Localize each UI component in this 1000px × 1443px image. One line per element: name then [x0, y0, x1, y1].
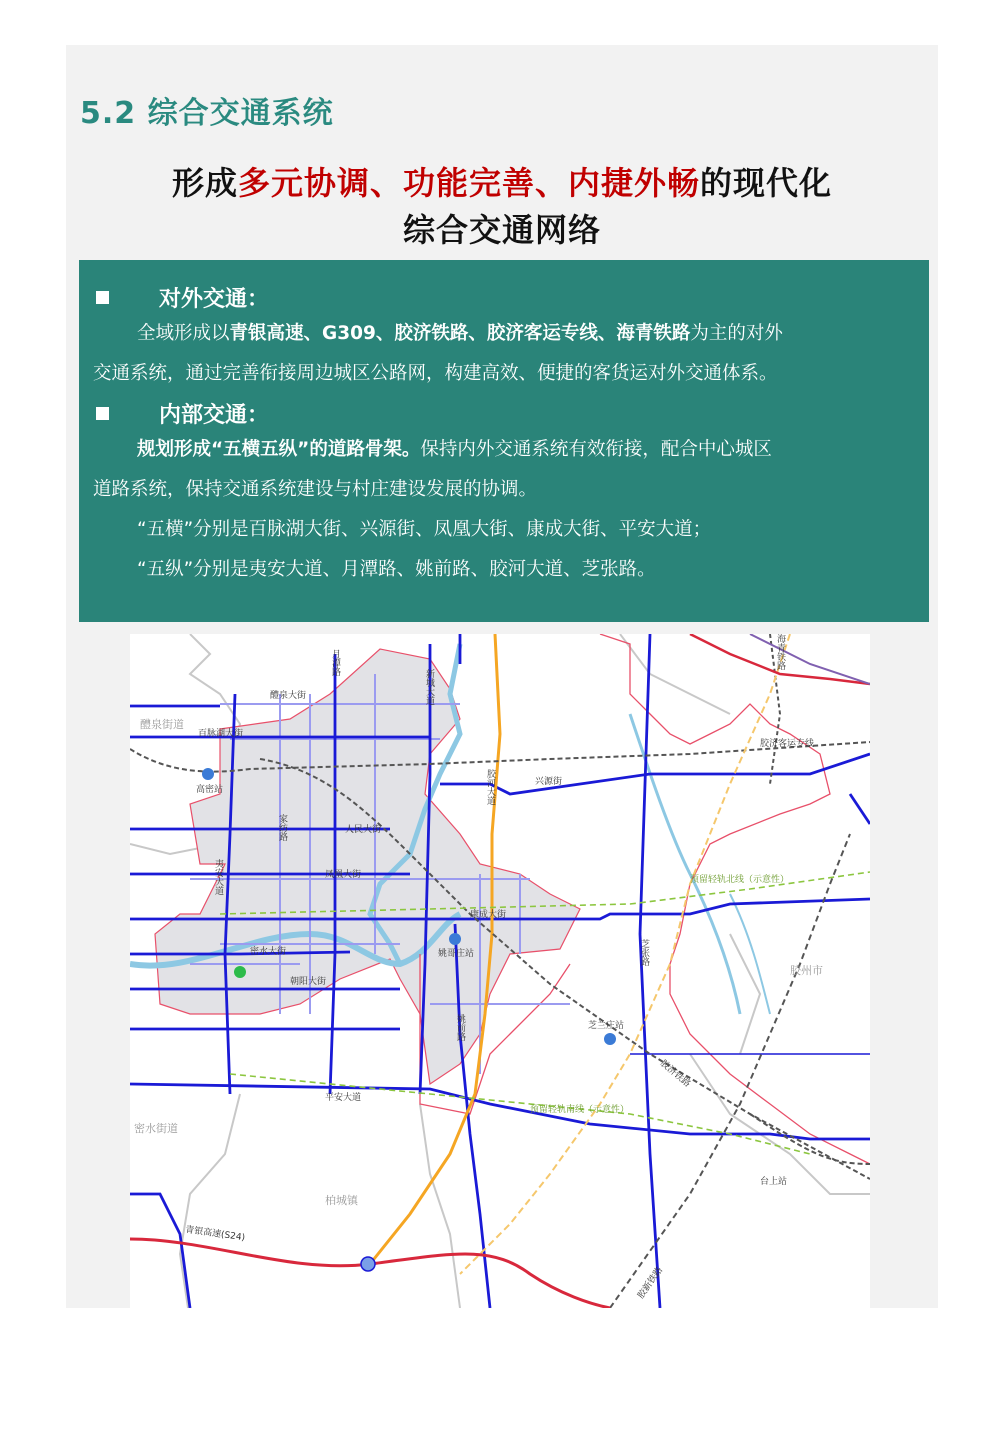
label-suquan-jiedao: 醴泉街道	[140, 718, 184, 731]
external-text-bold: 青银高速、G309、胶济铁路、胶济客运专线、海青铁路	[229, 323, 691, 344]
internal-text-post: 保持内外交通系统有效衔接，配合中心城区	[420, 439, 772, 460]
label-xingyuan: 兴源街	[535, 777, 563, 787]
internal-heading-text: 内部交通：	[159, 402, 270, 428]
label-baimaihu: 百脉湖大街	[198, 729, 244, 739]
five-horizontal-line: “五横”分别是百脉湖大街、兴源街、凤凰大街、康成大街、平安大道；	[137, 519, 712, 540]
label-chaoyang: 朝阳大街	[290, 977, 327, 987]
main-road-zhizhang	[640, 634, 660, 1308]
grey-boundary-4	[420, 1104, 460, 1308]
headline-line-1	[66, 158, 938, 204]
interchange-icon	[361, 1257, 375, 1271]
station-zhilanzhuang-icon	[604, 1033, 616, 1045]
main-road-pingan	[130, 1084, 870, 1139]
headline-post: 的现代化	[700, 164, 833, 202]
station-yaozhuang-icon	[449, 933, 461, 945]
label-jiaohe: 胶河大道	[485, 769, 495, 805]
label-jiaoji-passenger: 胶济客运专线	[760, 739, 815, 749]
label-jiaoxin-rail: 胶新铁路	[636, 1265, 666, 1301]
label-jiaoji-rail: 胶济铁路	[658, 1058, 693, 1090]
label-qingyin: 青银高速(S24)	[184, 1225, 246, 1244]
internal-paragraph-line-2: 道路系统，保持交通系统建设与村庄建设发展的协调。	[93, 479, 538, 500]
internal-heading	[93, 396, 915, 430]
external-heading	[93, 280, 915, 314]
headline-highlight: 多元协调、功能完善、内捷外畅	[237, 164, 700, 202]
station-gaomi-icon	[202, 768, 214, 780]
label-haiqing: 海青铁路	[775, 634, 785, 670]
external-text-pre: 全域形成以	[137, 323, 230, 344]
label-yaozhuang-station: 姚哥庄站	[438, 949, 475, 959]
label-fenghuang: 凤凰大街	[325, 870, 362, 880]
highway-qingyin	[130, 1239, 610, 1308]
external-heading-text: 对外交通：	[159, 286, 270, 312]
label-mishui-jiedao: 密水街道	[134, 1122, 178, 1135]
external-paragraph-line-1	[93, 314, 915, 354]
label-yuetan: 月潭路	[330, 649, 340, 676]
label-gaomi-station: 高密站	[196, 785, 224, 795]
label-light-rail-south: 预留轻轨南线（示意性）	[530, 1105, 630, 1115]
label-zhizhang: 芝张路	[639, 939, 649, 966]
external-text-post: 为主的对外	[690, 323, 783, 344]
bullet-square-icon	[96, 407, 109, 420]
label-taishang-station: 台上站	[760, 1177, 788, 1187]
label-jiafang: 家纺路	[277, 814, 287, 841]
label-pingan: 平安大道	[325, 1093, 362, 1103]
main-road	[850, 794, 870, 824]
label-jiaozhou: 胶州市	[790, 964, 823, 977]
internal-paragraph-line-1	[93, 430, 915, 470]
label-yian: 夷安大道	[213, 859, 223, 895]
five-vertical-line: “五纵”分别是夷安大道、月潭路、姚前路、胶河大道、芝张路。	[137, 559, 656, 580]
bullet-square-icon	[96, 291, 109, 304]
main-road	[130, 1194, 190, 1308]
external-paragraph-line-2: 交通系统，通过完善衔接周边城区公路网，构建高效、便捷的客货运对外交通体系。	[93, 363, 778, 384]
label-kangcheng: 康成大街	[470, 910, 507, 920]
map-canvas	[130, 634, 870, 1308]
label-xincheng: 新城大道	[424, 669, 434, 705]
grey-boundary-5	[690, 1054, 870, 1194]
label-yaoqian: 姚前路	[455, 1014, 465, 1041]
grey-boundary-3	[180, 1094, 240, 1308]
internal-text-bold: 规划形成“五横五纵”的道路骨架。	[137, 439, 421, 460]
label-mishui-street: 密水大街	[250, 947, 287, 957]
label-baicheng: 柏城镇	[325, 1194, 358, 1207]
summary-box	[79, 260, 929, 622]
label-light-rail-north: 预留轻轨北线（示意性）	[690, 875, 790, 885]
label-renmin: 人民大街	[345, 825, 382, 835]
traffic-map	[130, 634, 870, 1308]
headline-pre: 形成	[171, 164, 238, 202]
green-marker-icon	[234, 966, 246, 978]
section-title: 5.2 综合交通系统	[80, 96, 334, 131]
label-suquan-street: 醴泉大街	[270, 691, 307, 701]
headline-line-2: 综合交通网络	[402, 211, 601, 249]
label-zhilanzhuang-station: 芝兰庄站	[588, 1021, 625, 1031]
